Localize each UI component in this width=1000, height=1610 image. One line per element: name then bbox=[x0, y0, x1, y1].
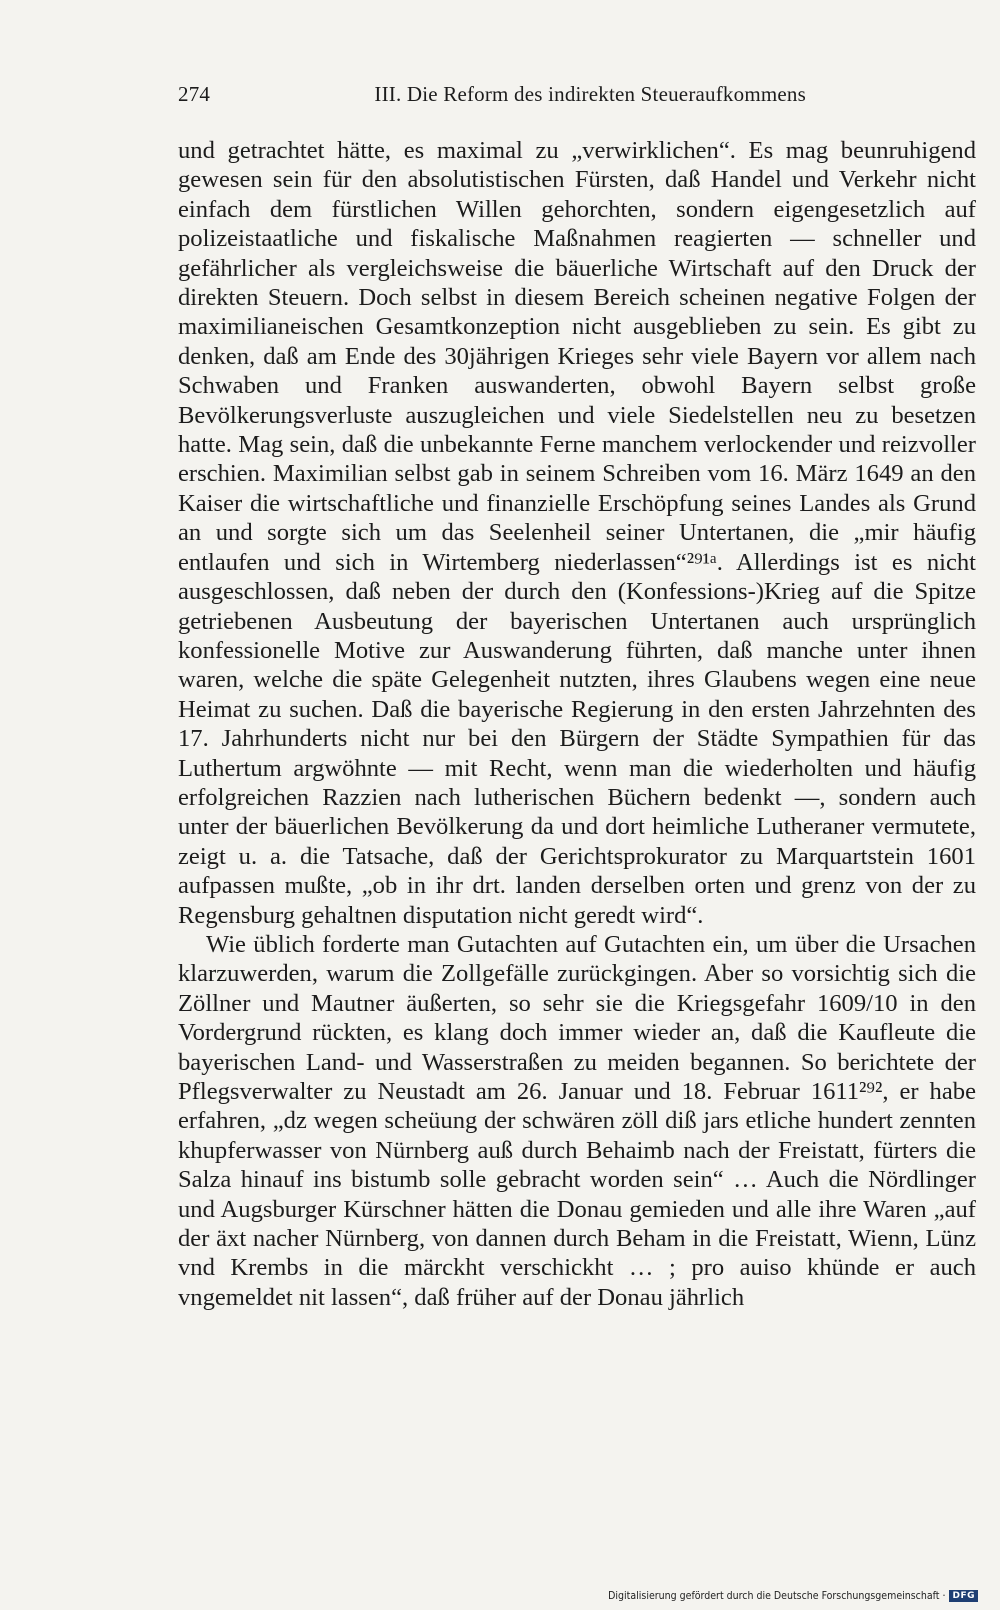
page-number: 274 bbox=[178, 82, 211, 106]
running-title: III. Die Reform des indirekten Steueraufkommens bbox=[374, 82, 806, 106]
dfg-logo-icon: DFG bbox=[949, 1590, 978, 1602]
page-header bbox=[178, 82, 806, 112]
body-text bbox=[178, 136, 976, 1312]
paragraph-1: und getrachtet hätte, es maximal zu „verwirklichen“. Es mag beunruhigend gewesen sein für den absolutistischen Fürsten, daß Handel und Verkehr nicht einfach dem fürstlichen Willen gehorchten, sondern eigengesetzlich auf polizeistaatliche und fiskalische Maßnahmen reagierten — schneller und gefährlicher als vergleichsweise die bäuerliche Wirtschaft auf den Druck der direkten Steuern. Doch selbst in diesem Bereich scheinen negative Folgen der maximilianeischen Gesamtkonzeption nicht ausgeblieben zu sein. Es gibt zu denken, daß am Ende des 30jährigen Krieges sehr viele Bayern vor allem nach Schwaben und Franken auswanderten, obwohl Bayern selbst große Bevölkerungsverluste auszugleichen und viele Siedelstellen neu zu besetzen hatte. Mag sein, daß die unbekannte Ferne manchem verlockender und reizvoller erschien. Maximilian selbst gab in seinem Schreiben vom 16. März 1649 an den Kaiser die wirtschaftliche und finanzielle Erschöpfung seines Landes als Grund an und sorgte sich um das Seelenheil seiner Untertanen, die „mir häufig entlaufen und sich in Wirtemberg niederlassen“²⁹¹ᵃ. Allerdings ist es nicht ausgeschlossen, daß neben der durch den (Konfessions-)Krieg auf die Spitze getriebenen Ausbeutung der bayerischen Untertanen auch ursprünglich konfessionelle Motive zur Auswanderung führten, daß manche unter ihnen waren, welche die späte Gelegenheit nutzten, ihres Glaubens wegen eine neue Heimat zu suchen. Daß die bayerische Regierung in den ersten Jahrzehnten des 17. Jahrhunderts nicht nur bei den Bürgern der Städte Sympathien für das Luthertum argwöhnte — mit Recht, wenn man die wiederholten und häufig erfolgreichen Razzien nach lutherischen Büchern bedenkt —, sondern auch unter der bäuerlichen Bevölkerung da und dort heimliche Lutheraner vermutete, zeigt u. a. die Tatsache, daß der Gerichtsprokurator zu Marquartstein 1601 aufpassen mußte, „ob in ihr drt. landen derselben orten und grenz von der zu Regensburg gehaltnen disputation nicht geredt wird“. bbox=[178, 137, 976, 929]
paragraph-2: Wie üblich forderte man Gutachten auf Gutachten ein, um über die Ursachen klarzuwerden, warum die Zollgefälle zurückgingen. Aber so vorsichtig sich die Zöllner und Mautner äußerten, so sehr sie die Kriegsgefahr 1609/10 in den Vordergrund rückten, es klang doch immer wieder an, daß die Kaufleute die bayerischen Land- und Wasserstraßen zu meiden begannen. So berichtete der Pflegsverwalter zu Neustadt am 26. Januar und 18. Februar 1611²⁹², er habe erfahren, „dz wegen scheüung der schwären zöll diß jars etliche hundert zennten khupferwasser von Nürnberg auß durch Behaimb nach der Freistatt, fürters die Salza hinauf ins bistumb solle gebracht worden sein“ … Auch die Nördlinger und Augsburger Kürschner hätten die Donau gemieden und alle ihre Waren „auf der äxt nacher Nürnberg, von dannen durch Beham in die Freistatt, Wienn, Lünz vnd Krembs in die märckht verschickht … ; pro auiso khünde er auch vngemeldet nit lassen“, daß früher auf der Donau jährlich bbox=[178, 930, 976, 1311]
digitization-credit bbox=[608, 1588, 978, 1604]
credit-text: Digitalisierung gefördert durch die Deutsche Forschungsgemeinschaft · bbox=[608, 1590, 946, 1602]
